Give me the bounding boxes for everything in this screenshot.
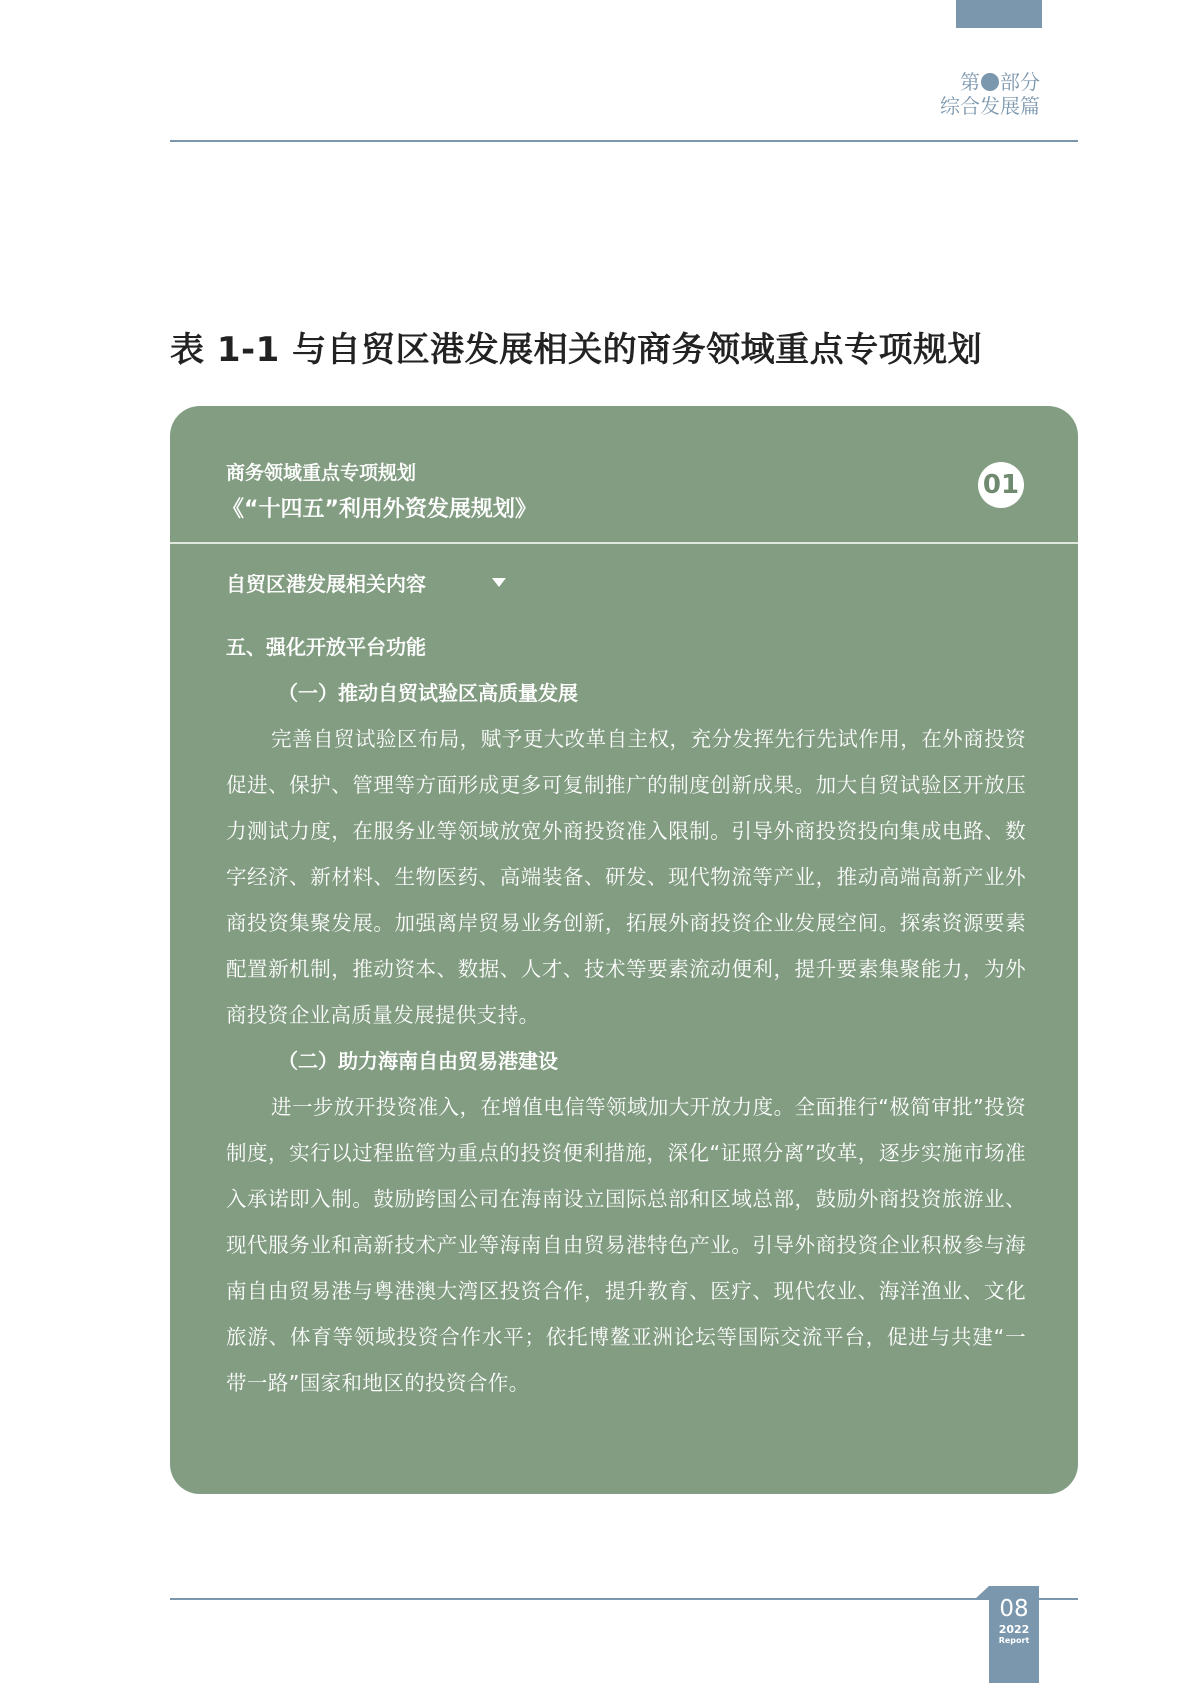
section-name: 综合发展篇: [940, 94, 1040, 118]
part-prefix: 第: [960, 70, 980, 94]
caret-down-icon: [492, 578, 506, 587]
page-badge: [989, 1586, 1039, 1683]
section-header: [940, 70, 1040, 118]
subsection-heading: （一）推动自贸试验区高质量发展: [278, 681, 578, 705]
subsection-heading: （二）助力海南自由贸易港建设: [278, 1049, 558, 1073]
content-label: 自贸区港发展相关内容: [226, 572, 426, 596]
plan-category: 商务领域重点专项规划: [226, 462, 417, 484]
top-tab-marker: [956, 0, 1042, 28]
plan-number-badge: 01: [978, 462, 1024, 508]
plan-card: [170, 406, 1078, 1494]
header-divider: [170, 140, 1078, 142]
page-badge-notch: [976, 1586, 989, 1598]
page-number: 08: [999, 1596, 1029, 1622]
part-suffix: 部分: [1000, 70, 1040, 94]
plan-content: [226, 624, 1026, 1406]
plan-title: 《“十四五”利用外资发展规划》: [222, 497, 537, 522]
plan-card-header: [170, 406, 1078, 544]
report-year: 2022: [998, 1623, 1030, 1636]
footer-divider: [170, 1598, 1078, 1600]
main-heading: 五、强化开放平台功能: [226, 635, 426, 659]
report-label: Report: [998, 1636, 1030, 1645]
subsection-body: 完善自贸试验区布局，赋予更大改革自主权，充分发挥先行先试作用，在外商投资促进、保护、管理等方面形成更多可复制推广的制度创新成果。加大自贸试验区开放压力测试力度，在服务业等领域放宽外商投资准入限制。引导外商投资投向集成电路、数字经济、新材料、生物医药、高端装备、研发、现代物流等产业，推动高端高新产业外商投资集聚发展。加强离岸贸易业务创新，拓展外商投资企业发展空间。探索资源要素配置新机制，推动资本、数据、人才、技术等要素流动便利，提升要素集聚能力，为外商投资企业高质量发展提供支持。: [226, 727, 1026, 1027]
table-title: 表 1-1 与自贸区港发展相关的商务领域重点专项规划: [170, 330, 983, 370]
part-number-dot-icon: [981, 73, 999, 91]
subsection-body: 进一步放开投资准入，在增值电信等领域加大开放力度。全面推行“极简审批”投资制度，实行以过程监管为重点的投资便利措施，深化“证照分离”改革，逐步实施市场准入承诺即入制。鼓励跨国公司在海南设立国际总部和区域总部，鼓励外商投资旅游业、现代服务业和高新技术产业等海南自由贸易港特色产业。引导外商投资企业积极参与海南自由贸易港与粤港澳大湾区投资合作，提升教育、医疗、现代农业、海洋渔业、文化旅游、体育等领域投资合作水平；依托博鳌亚洲论坛等国际交流平台，促进与共建“一带一路”国家和地区的投资合作。: [226, 1095, 1026, 1395]
part-label: [940, 70, 1040, 94]
